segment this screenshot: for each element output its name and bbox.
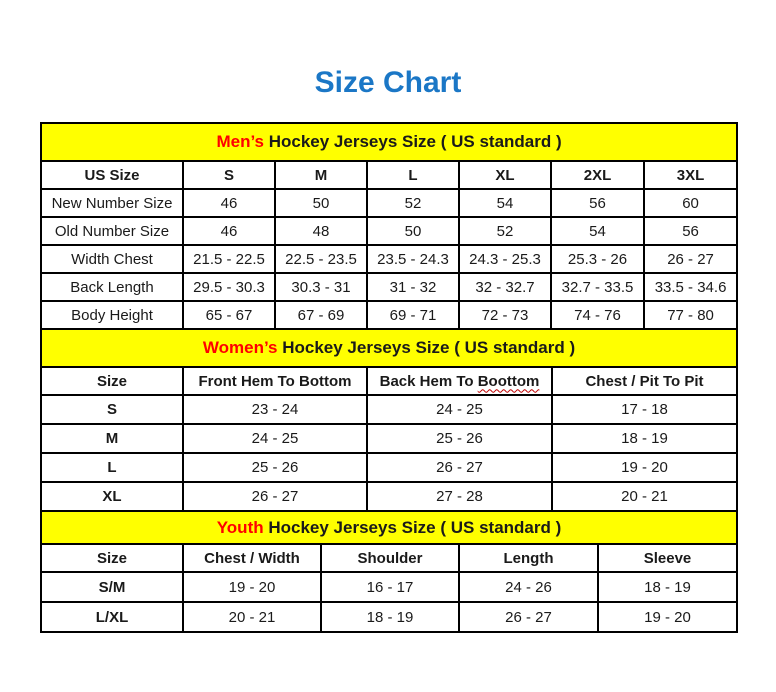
table-row bbox=[41, 301, 737, 329]
youth-col-header: Size bbox=[41, 544, 183, 572]
value-cell: 33.5 - 34.6 bbox=[644, 273, 737, 301]
value-cell: 32.7 - 33.5 bbox=[551, 273, 644, 301]
youth-section-title bbox=[41, 511, 737, 544]
womens-col-header-back-prefix: Back Hem To bbox=[379, 372, 478, 390]
table-row bbox=[41, 482, 737, 511]
value-cell: 20 - 21 bbox=[183, 602, 321, 632]
youth-size-table bbox=[40, 510, 738, 633]
table-row bbox=[41, 395, 737, 424]
youth-section-header-row bbox=[41, 511, 737, 544]
mens-col-header: S bbox=[183, 161, 275, 189]
value-cell: 26 - 27 bbox=[183, 482, 367, 511]
row-label: Width Chest bbox=[41, 245, 183, 273]
value-cell: 18 - 19 bbox=[552, 424, 737, 453]
table-row bbox=[41, 453, 737, 482]
value-cell: 46 bbox=[183, 217, 275, 245]
mens-col-header: 2XL bbox=[551, 161, 644, 189]
youth-col-header: Length bbox=[459, 544, 598, 572]
page-title: Size Chart bbox=[314, 66, 462, 99]
youth-title-red-word: Youth bbox=[216, 517, 264, 537]
value-cell: 24 - 25 bbox=[367, 395, 552, 424]
value-cell: 18 - 19 bbox=[321, 602, 459, 632]
value-cell: 77 - 80 bbox=[644, 301, 737, 329]
value-cell: 25 - 26 bbox=[183, 453, 367, 482]
value-cell: 22.5 - 23.5 bbox=[275, 245, 367, 273]
mens-size-table bbox=[40, 122, 738, 330]
value-cell: 16 - 17 bbox=[321, 572, 459, 602]
table-row bbox=[41, 273, 737, 301]
value-cell: 20 - 21 bbox=[552, 482, 737, 511]
table-row bbox=[41, 572, 737, 602]
row-label: Old Number Size bbox=[41, 217, 183, 245]
value-cell: 24.3 - 25.3 bbox=[459, 245, 551, 273]
value-cell: 21.5 - 22.5 bbox=[183, 245, 275, 273]
value-cell: 54 bbox=[459, 189, 551, 217]
value-cell: 48 bbox=[275, 217, 367, 245]
value-cell: 23 - 24 bbox=[183, 395, 367, 424]
value-cell: 18 - 19 bbox=[598, 572, 737, 602]
value-cell: 26 - 27 bbox=[367, 453, 552, 482]
mens-col-header: M bbox=[275, 161, 367, 189]
table-row bbox=[41, 602, 737, 632]
value-cell: 46 bbox=[183, 189, 275, 217]
size-chart-tables bbox=[40, 122, 736, 633]
womens-section-title bbox=[41, 329, 737, 367]
row-label: M bbox=[41, 424, 183, 453]
value-cell: 19 - 20 bbox=[598, 602, 737, 632]
mens-title-rest: Hockey Jerseys Size ( US standard ) bbox=[264, 132, 562, 151]
mens-section-header-row bbox=[41, 123, 737, 161]
value-cell: 31 - 32 bbox=[367, 273, 459, 301]
table-row bbox=[41, 424, 737, 453]
value-cell: 52 bbox=[459, 217, 551, 245]
mens-column-header-row bbox=[41, 161, 737, 189]
womens-size-table bbox=[40, 328, 738, 512]
womens-column-header-row bbox=[41, 367, 737, 395]
mens-col-header: XL bbox=[459, 161, 551, 189]
value-cell: 72 - 73 bbox=[459, 301, 551, 329]
value-cell: 74 - 76 bbox=[551, 301, 644, 329]
row-label: New Number Size bbox=[41, 189, 183, 217]
value-cell: 50 bbox=[367, 217, 459, 245]
table-row bbox=[41, 189, 737, 217]
table-row bbox=[41, 217, 737, 245]
womens-col-header bbox=[367, 367, 552, 395]
value-cell: 24 - 26 bbox=[459, 572, 598, 602]
value-cell: 23.5 - 24.3 bbox=[367, 245, 459, 273]
row-label: L/XL bbox=[41, 602, 183, 632]
value-cell: 26 - 27 bbox=[644, 245, 737, 273]
youth-col-header: Chest / Width bbox=[183, 544, 321, 572]
womens-col-header: Size bbox=[41, 367, 183, 395]
mens-col-header: US Size bbox=[41, 161, 183, 189]
value-cell: 54 bbox=[551, 217, 644, 245]
youth-col-header: Shoulder bbox=[321, 544, 459, 572]
value-cell: 67 - 69 bbox=[275, 301, 367, 329]
value-cell: 52 bbox=[367, 189, 459, 217]
value-cell: 17 - 18 bbox=[552, 395, 737, 424]
value-cell: 50 bbox=[275, 189, 367, 217]
youth-column-header-row bbox=[41, 544, 737, 572]
value-cell: 29.5 - 30.3 bbox=[183, 273, 275, 301]
value-cell: 30.3 - 31 bbox=[275, 273, 367, 301]
youth-col-header: Sleeve bbox=[598, 544, 737, 572]
value-cell: 60 bbox=[644, 189, 737, 217]
value-cell: 25.3 - 26 bbox=[551, 245, 644, 273]
youth-title-rest: Hockey Jerseys Size ( US standard ) bbox=[263, 517, 562, 537]
value-cell: 69 - 71 bbox=[367, 301, 459, 329]
womens-col-header: Chest / Pit To Pit bbox=[552, 367, 737, 395]
womens-section-header-row bbox=[41, 329, 737, 367]
row-label: Body Height bbox=[41, 301, 183, 329]
value-cell: 19 - 20 bbox=[183, 572, 321, 602]
mens-col-header: L bbox=[367, 161, 459, 189]
row-label: L bbox=[41, 453, 183, 482]
row-label: S bbox=[41, 395, 183, 424]
value-cell: 65 - 67 bbox=[183, 301, 275, 329]
row-label: XL bbox=[41, 482, 183, 511]
value-cell: 26 - 27 bbox=[459, 602, 598, 632]
row-label: S/M bbox=[41, 572, 183, 602]
value-cell: 25 - 26 bbox=[367, 424, 552, 453]
value-cell: 27 - 28 bbox=[367, 482, 552, 511]
womens-title-red-word: Women’s bbox=[202, 338, 278, 357]
womens-col-header: Front Hem To Bottom bbox=[183, 367, 367, 395]
value-cell: 24 - 25 bbox=[183, 424, 367, 453]
mens-section-title bbox=[41, 123, 737, 161]
value-cell: 19 - 20 bbox=[552, 453, 737, 482]
row-label: Back Length bbox=[41, 273, 183, 301]
womens-title-rest: Hockey Jerseys Size ( US standard ) bbox=[277, 338, 576, 357]
value-cell: 56 bbox=[644, 217, 737, 245]
womens-col-header-misspelled-word: Boottom bbox=[477, 372, 540, 390]
mens-title-red-word: Men’s bbox=[216, 132, 264, 151]
value-cell: 56 bbox=[551, 189, 644, 217]
table-row bbox=[41, 245, 737, 273]
mens-col-header: 3XL bbox=[644, 161, 737, 189]
value-cell: 32 - 32.7 bbox=[459, 273, 551, 301]
